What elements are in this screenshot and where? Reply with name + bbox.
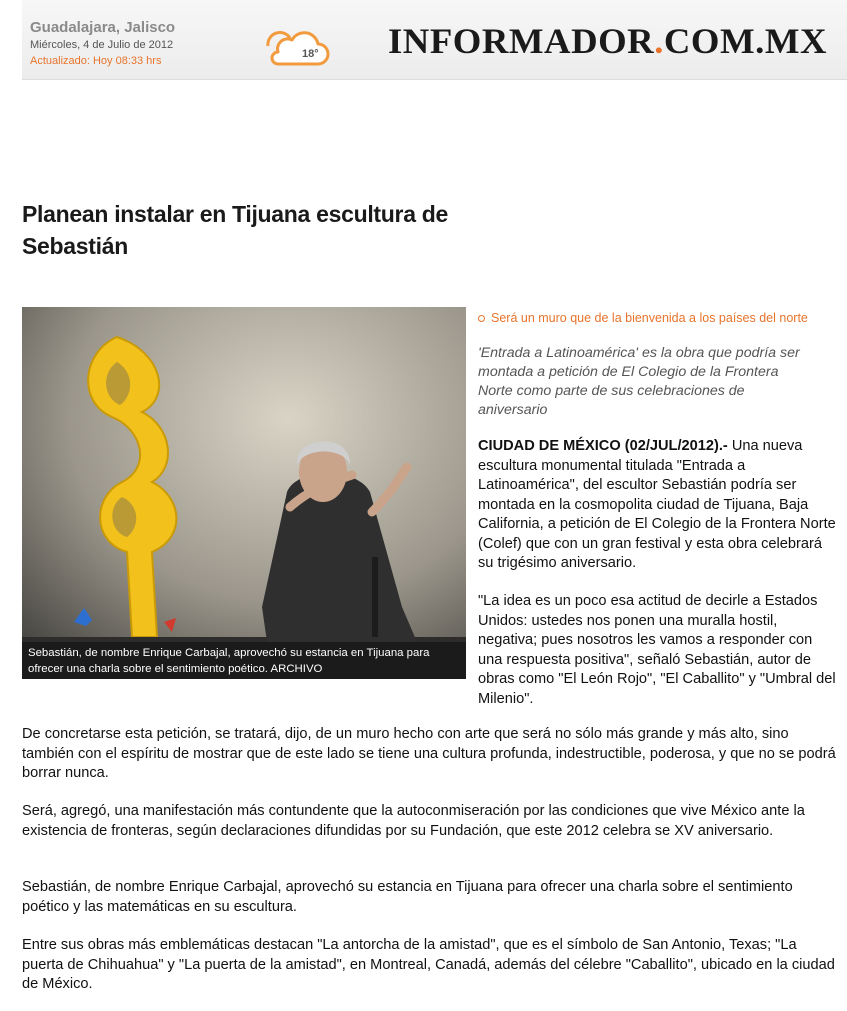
article-title: Planean instalar en Tijuana escultura de Sebastián [22,201,449,259]
updated-label: Actualizado: Hoy 08:33 hrs [30,55,162,67]
logo-main-text: INFORMADOR [388,21,655,61]
article-photo [22,307,466,679]
temperature-label: 18° [302,48,319,60]
lead-text: Una nueva escultura monumental titulada "Entrada a Latinoamérica", del escultor Sebastián podría ser montada en la cosmopolita ciudad de Tijuana, Baja California, a petición de El Colegio de la Frontera Norte (Colef) que con un gran festival y esta obra celebrará su trigésimo aniversario. [478,438,836,571]
body-paragraph-1: De concretarse esta petición, se tratará, dijo, de un muro hecho con arte que será no sólo más grande y más alto, sino también con el espíritu de mostrar que de este lado se tiene una cultura profunda, indestructible, poderosa, y que no se podrá borrar nunca. [22,726,836,781]
location-label: Guadalajara, Jalisco [30,19,176,36]
partly-cloudy-icon [258,24,336,68]
site-header [22,0,847,80]
bullet-circle-icon [478,315,485,322]
logo-domain-text: COM.MX [663,21,828,61]
logo-dot: . [654,21,664,61]
body-paragraph-2: Será, agregó, una manifestación más contundente que la autoconmiseración por las condiciones que vive México ante la existencia de fronteras, según declaraciones difundidas por su Fundación, que este 2012 celebra se XV aniversario. [22,803,805,839]
article-summary: 'Entrada a Latinoamérica' es la obra que podría ser montada a petición de El Colegio de la Frontera Norte como parte de sus celebraciones de aniversario [478,345,800,418]
quote-paragraph: "La idea es un poco esa actitud de decirle a Estados Unidos: ustedes nos ponen una muralla hostil, negativa; pues nosotros les vamos a responder con una respuesta positiva", señaló Sebastián, autor de obras como "El León Rojo", "El Caballito" y "Umbral del Milenio". [478,593,836,707]
date-label: Miércoles, 4 de Julio de 2012 [30,39,174,51]
highlight-bullet [478,311,808,325]
site-logo[interactable] [388,20,827,62]
photo-caption: Sebastián, de nombre Enrique Carbajal, aprovechó su estancia en Tijuana para ofrecer una charla sobre el sentimiento poético. ARCHIVO [22,642,466,679]
lead-paragraph [478,437,838,574]
photo-illustration [22,307,466,679]
highlight-text: Será un muro que de la bienvenida a los países del norte [491,311,808,325]
dateline: CIUDAD DE MÉXICO (02/JUL/2012).- [478,438,728,454]
body-paragraph-4: Entre sus obras más emblemáticas destacan "La antorcha de la amistad", que es el símbolo de San Antonio, Texas; "La puerta de Chihuahua" y "La puerta de la amistad", en Montreal, Canadá, además del célebre "Caballito", ubicado en la ciudad de México. [22,937,835,992]
body-paragraph-3: Sebastián, de nombre Enrique Carbajal, aprovechó su estancia en Tijuana para ofrecer una charla sobre el sentimiento poético y las matemáticas en su escultura. [22,879,793,915]
